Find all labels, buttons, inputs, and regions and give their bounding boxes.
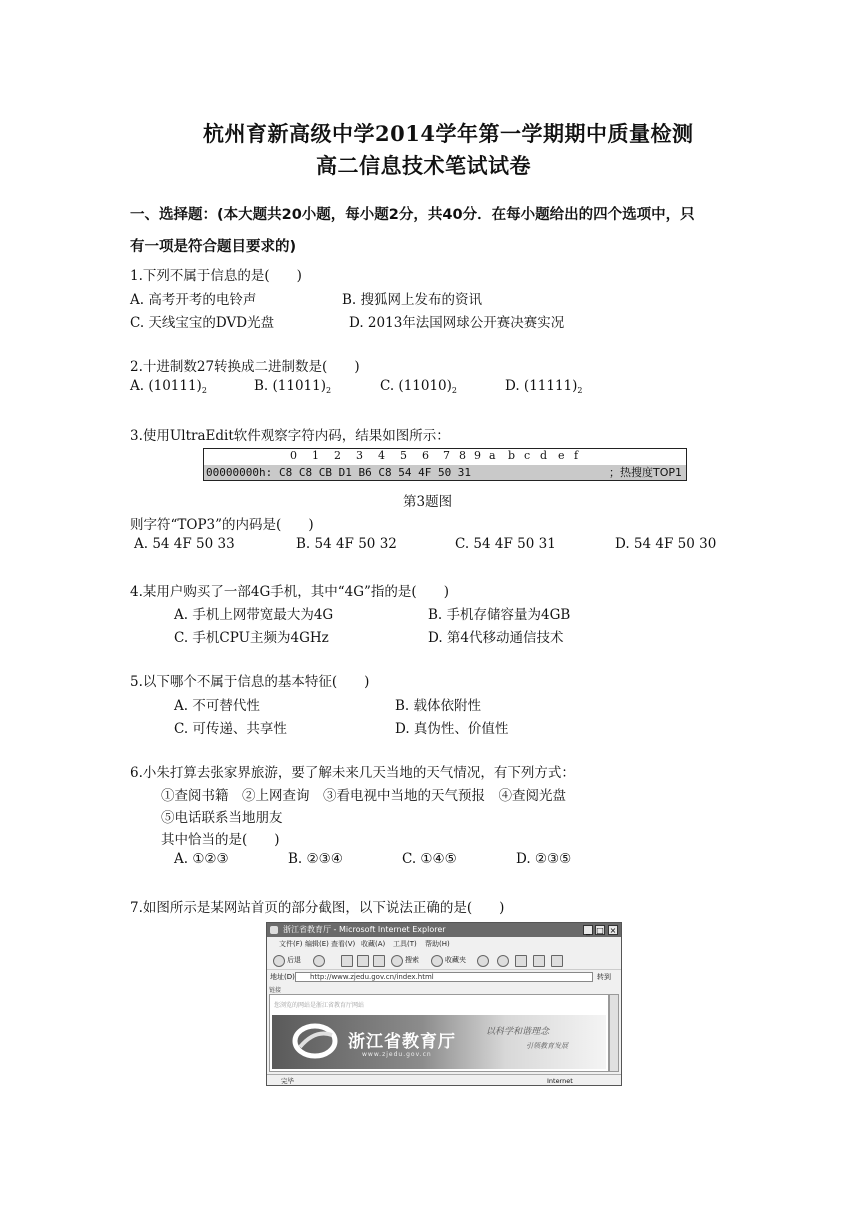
- hex-col: b: [508, 449, 516, 462]
- browser-window-title: 浙江省教育厅 - Microsoft Internet Explorer: [283, 925, 446, 934]
- history-icon: [477, 955, 489, 967]
- q1-stem: 1.下列不属于信息的是( ): [130, 268, 302, 284]
- site-slogan-2: 引领教育发展: [526, 1042, 568, 1050]
- q1-option-b: B. 搜狐网上发布的资讯: [342, 292, 483, 308]
- hex-col: 2: [334, 449, 341, 462]
- maximize-icon: □: [596, 926, 604, 935]
- search-label: 搜索: [405, 956, 419, 964]
- q2-option-b: B. $(11011)_2$: [254, 378, 332, 395]
- site-name: 浙江省教育厅: [348, 1032, 456, 1052]
- hex-col: 8: [459, 449, 466, 462]
- site-slogan-1: 以科学和谐理念: [486, 1027, 550, 1037]
- hex-data-row: [204, 465, 686, 480]
- edit-icon: [533, 955, 545, 967]
- back-icon: [273, 955, 285, 967]
- site-logo-icon: [292, 1021, 338, 1061]
- back-label: 后退: [287, 956, 301, 964]
- hex-col: 1: [312, 449, 319, 462]
- discuss-icon: [551, 955, 563, 967]
- browser-toolbar: [267, 951, 621, 970]
- q4-stem: 4.某用户购买了一部4G手机，其中“4G”指的是( ): [130, 584, 449, 600]
- hex-col: 6: [422, 449, 429, 462]
- q3-option-c: C. 54 4F 50 31: [455, 536, 556, 552]
- forward-icon: [313, 955, 325, 967]
- menu-favorites: 收藏(A): [361, 940, 386, 948]
- q5-option-d: D. 真伪性、价值性: [395, 721, 509, 737]
- menu-tools: 工具(T): [393, 940, 417, 948]
- browser-menu-bar: [267, 938, 621, 950]
- status-text: 完毕: [281, 1077, 294, 1085]
- browser-address-bar: [267, 970, 621, 984]
- browser-status-bar: [267, 1074, 621, 1086]
- browser-scrollbar: [609, 994, 619, 1072]
- hex-col: c: [524, 449, 531, 462]
- q2-option-d: D. $(11111)_2$: [505, 378, 583, 395]
- q6-ways-line2: ⑤电话联系当地朋友: [161, 810, 283, 826]
- browser-page-content: [269, 994, 609, 1072]
- q6-option-a: A. ①②③: [174, 851, 229, 867]
- q3-option-b: B. 54 4F 50 32: [296, 536, 397, 552]
- favorites-label: 收藏夹: [445, 956, 466, 964]
- exam-subtitle: 高二信息技术笔试试卷: [316, 153, 531, 178]
- browser-screenshot-figure: [266, 922, 622, 1086]
- q3-option-a: A. 54 4F 50 33: [134, 536, 235, 552]
- links-label: 链接: [269, 987, 282, 994]
- q2-option-a: A. $(10111)_2$: [130, 378, 207, 395]
- hex-col: 4: [378, 449, 385, 462]
- mail-icon: [497, 955, 509, 967]
- hex-ascii: ；热搜度TOP1: [608, 466, 682, 479]
- q5-option-c: C. 可传递、共享性: [174, 721, 287, 737]
- address-field: http://www.zjedu.gov.cn/index.html: [295, 972, 593, 982]
- q6-option-d: D. ②③⑤: [516, 851, 572, 867]
- exam-title: 杭州育新高级中学2014学年第一学期期中质量检测: [203, 121, 694, 146]
- hex-col: d: [540, 449, 548, 462]
- q6-question: 其中恰当的是( ): [161, 832, 280, 848]
- q7-stem: 7.如图所示是某网站首页的部分截图，以下说法正确的是( ): [130, 900, 505, 916]
- hex-col: 7: [443, 449, 450, 462]
- q1-option-c: C. 天线宝宝的DVD光盘: [130, 315, 275, 331]
- q4-option-b: B. 手机存储容量为4GB: [428, 607, 571, 623]
- hex-col: 9: [474, 449, 481, 462]
- q6-option-c: C. ①④⑤: [402, 851, 457, 867]
- page-notice: 您浏览的网站是浙江省教育厅网站: [274, 1002, 365, 1009]
- site-banner: [272, 1015, 606, 1069]
- q3-option-d: D. 54 4F 50 30: [615, 536, 717, 552]
- menu-view: 查看(V): [331, 940, 356, 948]
- minimize-icon: _: [583, 925, 593, 935]
- q4-option-d: D. 第4代移动通信技术: [428, 630, 564, 646]
- hex-col: 5: [400, 449, 407, 462]
- search-icon: [391, 955, 403, 967]
- q5-option-a: A. 不可替代性: [174, 698, 260, 714]
- q3-figure-caption: 第3题图: [403, 494, 453, 510]
- hex-address: 00000000h:: [206, 466, 273, 479]
- close-icon: ×: [609, 926, 617, 935]
- q1-option-d: D. 2013年法国网球公开赛决赛实况: [349, 315, 565, 331]
- q4-option-a: A. 手机上网带宽最大为4G: [174, 607, 334, 623]
- ie-logo-icon: [270, 926, 278, 934]
- q1-option-a: A. 高考开考的电铃声: [130, 292, 257, 308]
- hex-viewer-figure: [203, 448, 687, 481]
- address-label: 地址(D): [270, 973, 295, 981]
- section-heading-cont: 有一项是符合题目要求的): [130, 239, 297, 255]
- status-zone: Internet: [547, 1077, 573, 1085]
- q4-option-c: C. 手机CPU主频为4GHz: [174, 630, 329, 646]
- home-icon: [373, 955, 385, 967]
- q3-stem: 3.使用UltraEdit软件观察字符内码，结果如图所示：: [130, 428, 450, 444]
- q6-stem: 6.小朱打算去张家界旅游，要了解未来几天当地的天气情况，有下列方式：: [130, 765, 575, 781]
- menu-help: 帮助(H): [425, 940, 450, 948]
- print-icon: [515, 955, 527, 967]
- hex-col: a: [489, 449, 496, 462]
- q5-stem: 5.以下哪个不属于信息的基本特征( ): [130, 674, 370, 690]
- favorites-icon: [431, 955, 443, 967]
- q6-ways-line1: ①查阅书籍 ②上网查询 ③看电视中当地的天气预报 ④查阅光盘: [161, 788, 566, 804]
- refresh-icon: [357, 955, 369, 967]
- hex-column-header: [204, 449, 686, 464]
- menu-edit: 编辑(E): [305, 940, 329, 948]
- menu-file: 文件(F): [279, 940, 303, 948]
- q3-question: 则字符“TOP3”的内码是( ): [130, 517, 314, 533]
- hex-col: e: [558, 449, 565, 462]
- browser-title-bar: [267, 923, 621, 937]
- q5-option-b: B. 载体依附性: [395, 698, 482, 714]
- hex-col: 0: [290, 449, 297, 462]
- go-button: 转到: [597, 973, 611, 981]
- stop-icon: [341, 955, 353, 967]
- site-url: www.zjedu.gov.cn: [362, 1051, 432, 1058]
- hex-bytes: C8 C8 CB D1 B6 C8 54 4F 50 31: [279, 466, 472, 479]
- q2-option-c: C. $(11010)_2$: [380, 378, 458, 395]
- section-heading: 一、选择题：(本大题共20小题，每小题2分，共40分．在每小题给出的四个选项中，只: [130, 207, 695, 223]
- q6-option-b: B. ②③④: [288, 851, 343, 867]
- q2-stem: 2.十进制数27转换成二进制数是( ): [130, 359, 360, 375]
- hex-col: 3: [356, 449, 363, 462]
- hex-col: f: [574, 449, 579, 462]
